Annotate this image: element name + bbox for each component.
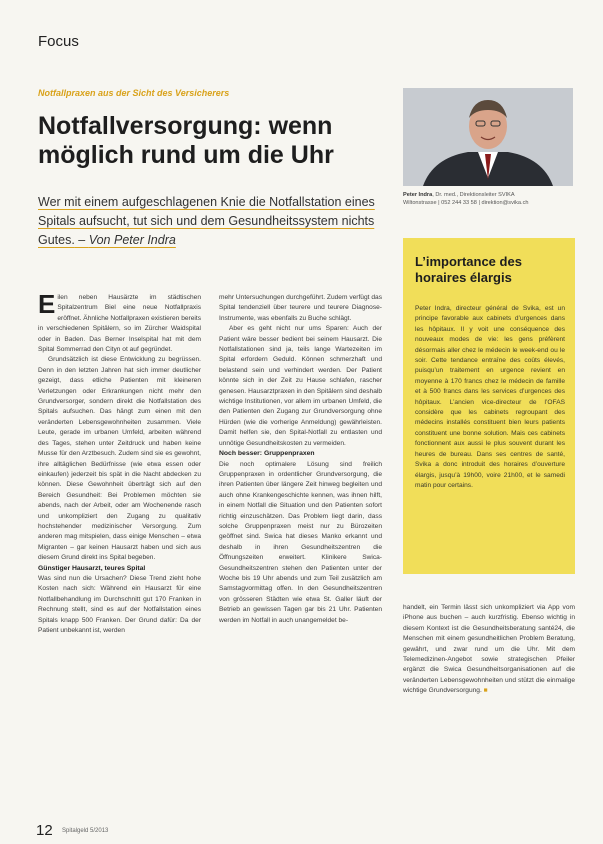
subheading: Noch besser: Gruppenpraxen xyxy=(219,450,315,458)
magazine-name: Spitalgeld 5/2013 xyxy=(62,828,109,834)
section-label: Focus xyxy=(38,33,79,50)
paragraph-text: handelt, ein Termin lässt sich unkompliziert via App vom iPhone aus buchen – auch kurzfristig. Ebenso wichtig in diesem Kontext ist die Gesundheitsberatung santé24, die Menschen mit einem gesundheitlichen Problem Beratung, gewährt, und zwar rund um die Uhr. Mit dem Telemedizinen-Angebot sowie strategischen Pfeiler ergänzt die Swica Gesundheitsorganisationen auf die veränderten Lebensgewohnheiten und stützt die einmalige wichtige Grundversorgung. xyxy=(403,604,575,695)
paragraph: Aber es geht nicht nur ums Sparen: Auch der Patient wäre besser bedient bei seinem Hausarzt. Die Notfallstationen sind ja, teils lange Wartezeiten im Spital erfordern Geduld. Können schmerzhaft und belastend sein und verhindert werden. Der Patient könnte sich in der Zeit zu Hause schlafen, rascher genesen. Hausarztpraxen in den Spitälern sind deshalb wichtige Institutionen, vor allem im urbanen Umfeld, die den Patienten den Zugang zur Grundversorgung ohne Hürden (wie die vorherige Anmeldung) gewährleisten. Damit helfen sie, den Spital-Notfall zu entlasten und unnötige Gesundheitskosten zu vermeiden. xyxy=(219,325,382,447)
lead-text: Wer mit einem aufgeschlagenen Knie die Notfallstation eines Spitals aufsucht, tut sich und dem Gesundheitssystem nichts Gutes. xyxy=(38,195,375,247)
sidebar-title: L’importance des horaires élargis xyxy=(415,254,522,285)
paragraph xyxy=(403,603,575,697)
caption-text: , Dr. med., Direktionsleiter SVIKA xyxy=(432,192,515,198)
caption-contact: Wiltonstrasse | 052 244 33 58 | direktion@svika.ch xyxy=(403,200,529,206)
kicker: Notfallpraxen aus der Sicht des Versicherers xyxy=(38,88,230,98)
page-number: 12 xyxy=(36,822,53,839)
caption-name: Peter Indra xyxy=(403,192,433,198)
article-column-3 xyxy=(403,603,575,697)
lead-separator: – xyxy=(74,233,89,247)
lead-paragraph xyxy=(38,193,383,250)
paragraph: Was sind nun die Ursachen? Diese Trend zieht hohe Kosten nach sich: Während ein Hausarzt für eine Notfallbehandlung im Durchschnitt gut 170 Franken in Rechnung stellt, sind es auf der Notfallstation eines Spitals knapp 500 Franken. Der Grund dafür: Da der Patient unbekannt ist, werden xyxy=(38,574,201,634)
lead-byline: Von Peter Indra xyxy=(88,233,176,247)
article-column-1 xyxy=(38,289,201,636)
paragraph xyxy=(38,289,201,355)
article-column-2 xyxy=(219,293,382,626)
paragraph: Grundsätzlich ist diese Entwicklung zu begrüssen. Denn in den letzten Jahren hat sich immer deutlicher gezeigt, dass etliche Patienten mit kleineren Verletzungen oder Erkrankungen nicht mehr den Grundversorger, sondern direkt die Notfallstation des Spitals aufsuchen. Das hängt zum einen mit den veränderten Lebensgewohnheiten zusammen. Viele Leute, gerade im urbanen Umfeld, arbeiten während des Tages, stehen unter Zeitdruck und haben keine Musse für den Arztbesuch. Zudem sind sie es gewohnt, ihre alltäglichen Bedürfnisse (wie etwa essen oder einkaufen) jederzeit bis spät in die Nacht abdecken zu können. Diese Gewohnheit überträgt sich auf den Bereich Gesundheit: Bei Problemen möchten sie abends, nach der Arbeit, oder am Wochenende rasch und unkompliziert den Zugang zu qualitativ hochstehender medizinischer Versorgung. Zum anderen mag mitspielen, dass einige Menschen – etwa Migranten – gar keinen Hausarzt haben und sich aus diesem Grund direkt ins Spital begeben. xyxy=(38,356,201,562)
drop-cap: E xyxy=(38,289,56,319)
sidebar-box xyxy=(403,238,575,574)
headline: Notfallversorgung: wenn möglich rund um die Uhr xyxy=(38,112,334,169)
author-photo xyxy=(403,88,573,186)
photo-caption xyxy=(403,191,575,207)
paragraph: Die noch optimalere Lösung sind freilich Gruppenpraxen in ordentlicher Grundversorgung, die ihren Patienten über längere Zeit hinweg begleiten und auch ohne Krankengeschichte kennen, was ihnen hilft, in einem Notfall die Situation und den Patienten sofort richtig einzuschätzen. Das Problem liegt darin, dass solche Gruppenpraxen meist nur zu Bürozeiten geöffnet sind. Swica hat dieses Manko erkannt und deshalb in ihren Gesundheitszentren die Öffnungszeiten erweitert. Klinikere Swica-Gesundheitszentren stehen den Patienten unter der Woche bis 19 Uhr abends und zum Teil zusätzlich am Samstagvormittag offen. In den Gesundheitszentren von grösseren Städten wie etwa St. Galler läuft der Betrieb an gewissen Tagen gar bis 21 Uhr. Patienten werden im Notfall in auch unangemeldet be- xyxy=(219,460,382,624)
paragraph-text: ilen neben Hausärzte im städtischen Spitalzentrum Biel eine neue Notfallpraxis eröffnet. Ähnliche Notfallpraxen existieren bereits in verschiedenen Spitälern, so im Zürcher Waidspital oder in Baden. Das Berner Inselspital hat mit dem Spital Sommerrad den Cityn ot auf gegründet. xyxy=(38,294,201,354)
paragraph: mehr Untersuchungen durchgeführt. Zudem verfügt das Spital tendenziell über teurere und teurere Diagnose-Instrumente, was ebenfalls zu Buche schlägt. xyxy=(219,294,382,322)
subheading: Günstiger Hausarzt, teures Spital xyxy=(38,564,146,572)
sidebar-body: Peter Indra, directeur général de Svika, est un principe favorable aux cabinets d’urgences dans les hôpitaux. Il y voit une conséquence des nouveaux modes de vie: les gens préfèrent désormais aller chez le médecin le week-end ou le soir. Cette tendance entraîne des coûts élevés, puisqu’un traitement en urgence revient en moyenne à 170 francs chez le médecin de famille et à 500 francs dans les services d’urgences des hôpitaux. L’ancien vice-directeur de l’OFAS considère que les cabinets regroupant des médecins installés constituent bien leurs patients constituent une bonne solution. Mais ces cabinets fonctionnent aux aussi le plus souvent durant les heures de bureau. Dans ses centres de santé, Svika a donc introduit des horaires d’ouverture élargis, jusqu’à 19h00, voire 21h00, et le samedi matin pour certains. xyxy=(415,305,565,489)
portrait-illustration xyxy=(403,88,573,186)
end-mark: ■ xyxy=(483,687,488,695)
